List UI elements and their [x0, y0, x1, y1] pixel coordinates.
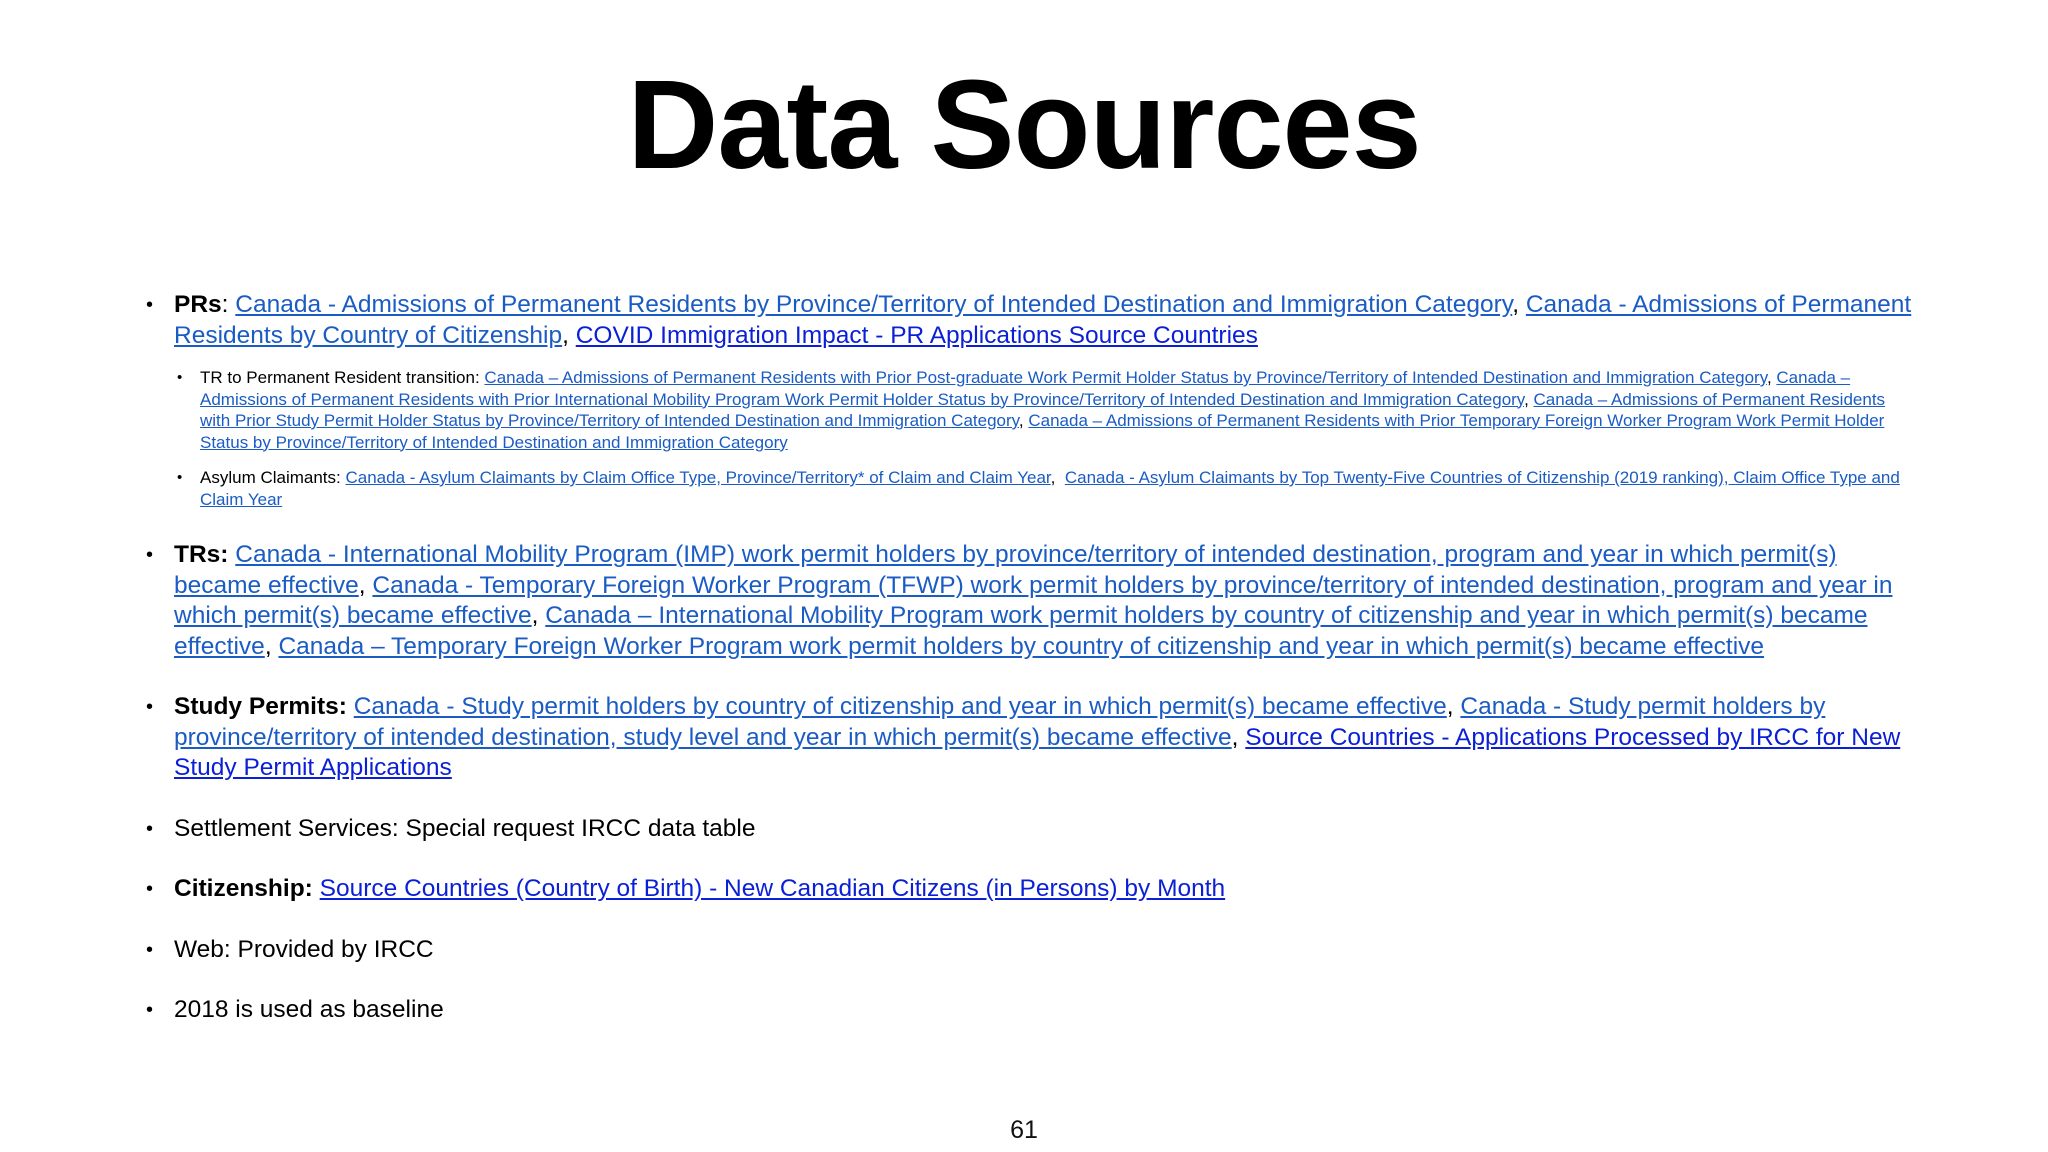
trs-link-imp-province[interactable]: Canada - International Mobility Program (IMP) work permit holders by province/territory of intended destination, program and year in which permit(s) became effective [174, 541, 1837, 599]
trs-link-tfwp-citizenship[interactable]: Canada – Temporary Foreign Worker Program work permit holders by country of citizenship and year in which permit(s) became effective [278, 632, 1765, 660]
list-item-study: • Study Permits: Canada - Study permit holders by country of citizenship and year in which permit(s) became effective, Canada - Study permit holders by province/territory of intended destination, study level and year in which permit(s) became effective, Source Countries - Applications Processed by IRCC for New Study Permit Applications [146, 692, 1916, 784]
list-item-citizenship [146, 874, 1916, 905]
tr-link-imp[interactable]: Canada – Admissions of Permanent Residents with Prior International Mobility Program Work Permit Holder Status by Province/Territory of Intended Destination and Immigration Category [200, 368, 1851, 409]
sources-list [146, 290, 1916, 1026]
list-item-baseline [146, 995, 1916, 1026]
list-item-settlement [146, 814, 1916, 845]
citizenship-link[interactable]: Source Countries (Country of Birth) - New Canadian Citizens (in Persons) by Month [319, 875, 1226, 902]
trs-link-imp-citizenship[interactable]: Canada – International Mobility Program work permit holders by country of citizenship and year in which permit(s) became effective [174, 602, 1868, 660]
tr-link-pgwp[interactable]: Canada – Admissions of Permanent Residents with Prior Post-graduate Work Permit Holder Status by Province/Territory of Intended Destination and Immigration Category [484, 368, 1767, 387]
study-label: Study Permits: [174, 693, 347, 720]
prs-label: PRs [174, 291, 222, 318]
list-item-web [146, 935, 1916, 966]
study-link-source-countries[interactable]: Source Countries - Applications Processed by IRCC for New Study Permit Applications [174, 723, 1901, 781]
study-link-citizenship[interactable]: Canada - Study permit holders by country of citizenship and year in which permit(s) became effective [353, 693, 1447, 720]
prs-link-covid[interactable]: COVID Immigration Impact - PR Applications Source Countries [575, 321, 1258, 349]
sources-list-container [146, 290, 1916, 1056]
trs-label: TRs: [174, 541, 229, 568]
page-number: 61 [1010, 1116, 1038, 1144]
list-item-tr-transition: • TR to Permanent Resident transition: Canada – Admissions of Permanent Residents with Prior Post-graduate Work Permit Holder Status by Province/Territory of Intended Destination and Immigration Category, Canada – Admissions of Permanent Residents with Prior International Mobility Program Work Permit Holder Status by Province/Territory of Intended Destination and Immigration Category, Canada – Admissions of Permanent Residents with Prior Study Permit Holder Status by Province/Territory of Intended Destination and Immigration Category, Canada – Admissions of Permanent Residents with Prior Temporary Foreign Worker Program Work Permit Holder Status by Province/Territory of Intended Destination and Immigration Category [174, 367, 1916, 453]
web-text: Web: Provided by IRCC [174, 935, 434, 963]
list-item-trs: • TRs: Canada - International Mobility Program (IMP) work permit holders by province/territory of intended destination, program and year in which permit(s) became effective, Canada - Temporary Foreign Worker Program (TFWP) work permit holders by province/territory of intended destination, program and year in which permit(s) became effective, Canada – International Mobility Program work permit holders by country of citizenship and year in which permit(s) became effective, Canada – Temporary Foreign Worker Program work permit holders by country of citizenship and year in which permit(s) became effective [146, 540, 1916, 662]
study-link-province[interactable]: Canada - Study permit holders by province/territory of intended destination, study level and year in which permit(s) became effective [174, 693, 1826, 751]
citizenship-label: Citizenship: [174, 875, 313, 902]
list-item-prs: • PRs: Canada - Admissions of Permanent Residents by Province/Territory of Intended Destination and Immigration Category, Canada - Admissions of Permanent Residents by Country of Citizenship, COVID Immigration Impact - PR Applications Source Countries • TR to Permanent Resident transition: Canada – Admissions of Permanent Residents with Prior Post-graduate Work Permit Holder Status by Province/Territory of Intended Destination and Immigration Category, Canada – Admissions of Permanent Residents with Prior International Mobility Program Work Permit Holder Status by Province/Territory of Intended Destination and Immigration Category, Canada – Admissions of Permanent Residents with Prior Study Permit Holder Status by Province/Territory of Intended Destination and Immigration Category, Canada – Admissions of Permanent Residents with Prior Temporary Foreign Worker Program Work Permit Holder Status by Province/Territory of Intended Destination and Immigration Category • Asylum Claimants: Canada - Asylum Claimants by Claim Office Type, Province/Territory* of Claim and Claim Year, Canada - Asylum Claimants by Top Twenty-Five Countries of Citizenship (2019 ranking), Claim Office Type and Claim Year [146, 290, 1916, 510]
asylum-link-top25[interactable]: Canada - Asylum Claimants by Top Twenty-Five Countries of Citizenship (2019 ranking), Claim Office Type and Claim Year [200, 468, 1900, 509]
prs-sublist [174, 367, 1916, 510]
tr-link-study[interactable]: Canada – Admissions of Permanent Residents with Prior Study Permit Holder Status by Province/Territory of Intended Destination and Immigration Category [200, 389, 1886, 430]
prs-link-citizenship[interactable]: Canada - Admissions of Permanent Residents by Country of Citizenship [174, 291, 1912, 349]
tr-link-tfwp[interactable]: Canada – Admissions of Permanent Residents with Prior Temporary Foreign Worker Program Work Permit Holder Status by Province/Territory of Intended Destination and Immigration Category [200, 411, 1885, 452]
asylum-label: Asylum Claimants: [200, 468, 341, 487]
tr-transition-label: TR to Permanent Resident transition: [200, 368, 480, 387]
asylum-link-office[interactable]: Canada - Asylum Claimants by Claim Office Type, Province/Territory* of Claim and Claim Year [345, 468, 1051, 487]
baseline-text: 2018 is used as baseline [174, 996, 444, 1023]
page-title: Data Sources [627, 54, 1421, 195]
list-item-asylum: • Asylum Claimants: Canada - Asylum Claimants by Claim Office Type, Province/Territory* of Claim and Claim Year, Canada - Asylum Claimants by Top Twenty-Five Countries of Citizenship (2019 ranking), Claim Office Type and Claim Year [174, 467, 1916, 510]
trs-link-tfwp-province[interactable]: Canada - Temporary Foreign Worker Program (TFWP) work permit holders by province/territory of intended destination, program and year in which permit(s) became effective [174, 571, 1893, 629]
prs-link-province[interactable]: Canada - Admissions of Permanent Residents by Province/Territory of Intended Destination and Immigration Category [235, 291, 1513, 318]
settlement-text: Settlement Services: Special request IRCC data table [174, 814, 756, 842]
